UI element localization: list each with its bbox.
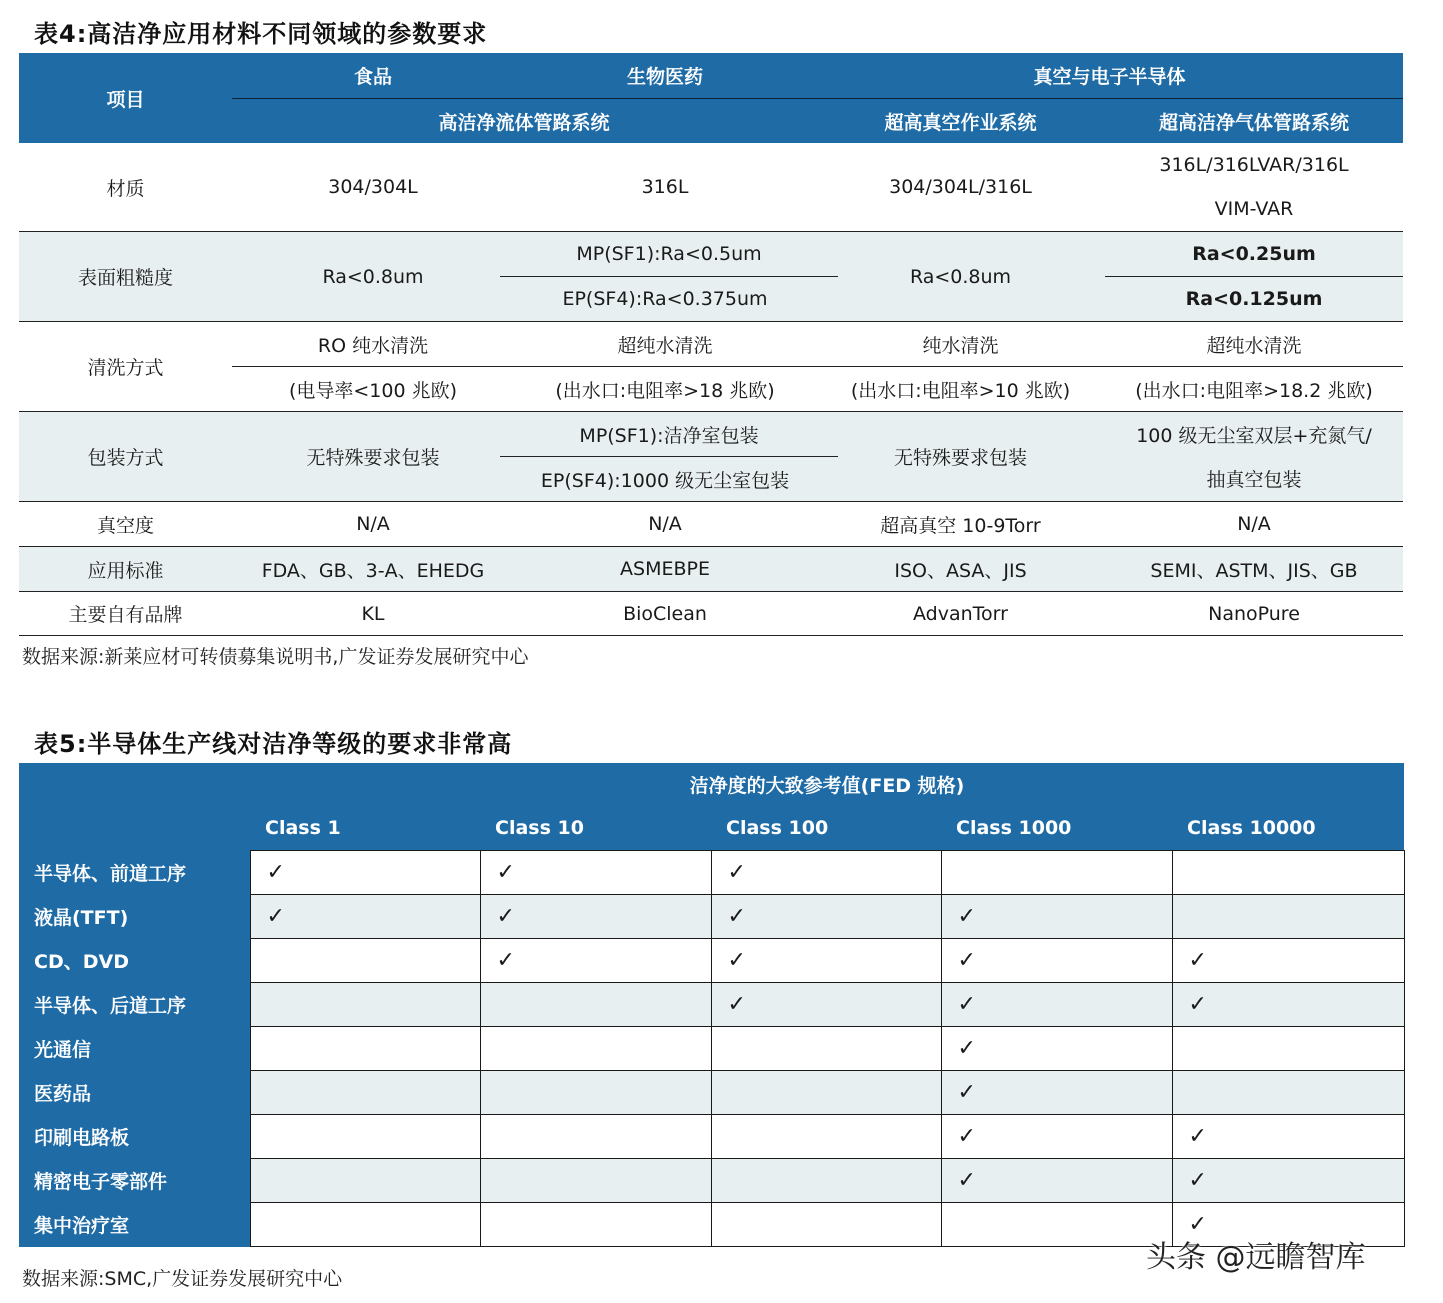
check-cell [941, 1027, 1172, 1071]
cell-gas-line1: 100 级无尘室双层+充氮气/ [1136, 424, 1372, 447]
row-label: 光通信 [19, 1027, 250, 1071]
checkmark-icon: ✓ [957, 992, 976, 1017]
cell-gas: SEMI、ASTM、JIS、GB [1105, 547, 1403, 592]
cell-food: N/A [232, 502, 514, 547]
check-cell [480, 1115, 711, 1159]
check-cell [250, 1203, 480, 1247]
check-cell [941, 851, 1172, 895]
check-cell [1172, 851, 1404, 895]
check-cell [1172, 1027, 1404, 1071]
check-cell [941, 983, 1172, 1027]
header-item: 项目 [19, 53, 232, 143]
cell-food-b: (电导率<100 兆欧) [288, 379, 458, 402]
check-cell [250, 983, 480, 1027]
row-standard [19, 547, 1403, 592]
watermark: 头条 @远瞻智库 [1146, 1240, 1366, 1275]
check-cell [711, 895, 941, 939]
row-label: 主要自有品牌 [19, 592, 232, 636]
check-cell [250, 1071, 480, 1115]
checkmark-icon: ✓ [266, 904, 285, 929]
row-label: CD、DVD [19, 939, 250, 983]
table5-source: 数据来源:SMC,广发证券发展研究中心 [22, 1268, 343, 1290]
table-row [19, 1071, 1404, 1115]
class-header: Class 10 [480, 806, 711, 851]
row-material [19, 143, 1403, 232]
checkmark-icon: ✓ [727, 948, 746, 973]
check-cell [941, 1203, 1172, 1247]
check-cell [480, 1027, 711, 1071]
cell-food: 无特殊要求包装 [232, 412, 514, 502]
cell-food: FDA、GB、3-A、EHEDG [232, 547, 514, 592]
row-label: 液晶(TFT) [19, 895, 250, 939]
checkmark-icon: ✓ [1188, 948, 1207, 973]
table-row [19, 851, 1404, 895]
cell-bio-a: MP(SF1):洁净室包装 [500, 412, 838, 457]
check-cell [941, 1159, 1172, 1203]
check-cell [250, 895, 480, 939]
check-cell [711, 1203, 941, 1247]
check-cell [941, 939, 1172, 983]
cell-bio-b: EP(SF4):1000 级无尘室包装 [540, 469, 790, 492]
check-cell [250, 851, 480, 895]
header-food: 食品 [232, 53, 514, 99]
check-cell [250, 1159, 480, 1203]
cell-bio-a: 超纯水清洗 [617, 334, 713, 357]
checkmark-icon: ✓ [957, 1124, 976, 1149]
cell-bio: N/A [514, 502, 816, 547]
check-cell [1172, 983, 1404, 1027]
cell-vac: Ra<0.8um [816, 232, 1105, 322]
check-cell [1172, 1071, 1404, 1115]
check-cell [480, 1203, 711, 1247]
checkmark-icon: ✓ [266, 860, 285, 885]
cell-vac: AdvanTorr [816, 592, 1105, 636]
cell-bio: ASMEBPE [514, 547, 816, 592]
cell-food: 304/304L [232, 143, 514, 232]
check-cell [1172, 939, 1404, 983]
table4 [19, 53, 1403, 636]
cell-gas-a: Ra<0.25um [1105, 232, 1403, 277]
checkmark-icon: ✓ [496, 860, 515, 885]
cell-bio [514, 412, 816, 502]
header-gas-system: 超高洁净气体管路系统 [1105, 99, 1403, 144]
table5 [19, 763, 1405, 1247]
cell-food: KL [232, 592, 514, 636]
header-uhv-system: 超高真空作业系统 [816, 99, 1105, 144]
row-label: 集中治疗室 [19, 1203, 250, 1247]
table-row [19, 983, 1404, 1027]
cell-vac: ISO、ASA、JIS [816, 547, 1105, 592]
cell-gas: N/A [1105, 502, 1403, 547]
row-label: 应用标准 [19, 547, 232, 592]
checkmark-icon: ✓ [1188, 1212, 1207, 1237]
row-vacuum [19, 502, 1403, 547]
checkmark-icon: ✓ [957, 1080, 976, 1105]
cell-vac-a: 纯水清洗 [922, 334, 999, 357]
checkmark-icon: ✓ [957, 948, 976, 973]
cell-vac-b: (出水口:电阻率>10 兆欧) [850, 379, 1071, 402]
row-label: 清洗方式 [19, 322, 232, 412]
cleaning-cells [232, 322, 1403, 412]
checkmark-icon: ✓ [1188, 1124, 1207, 1149]
corner-cell [19, 806, 250, 851]
check-cell [1172, 1115, 1404, 1159]
cell-bio-b: (出水口:电阻率>18 兆欧) [555, 379, 775, 402]
checkmark-icon: ✓ [727, 992, 746, 1017]
cell-gas-a: 超纯水清洗 [1206, 334, 1302, 357]
cell-food: Ra<0.8um [232, 232, 514, 322]
row-label: 半导体、后道工序 [19, 983, 250, 1027]
cell-bio-b: EP(SF4):Ra<0.375um [562, 288, 768, 310]
check-cell [711, 1027, 941, 1071]
cell-bio-a: MP(SF1):Ra<0.5um [500, 232, 838, 277]
checkmark-icon: ✓ [1188, 1168, 1207, 1193]
check-cell [480, 1071, 711, 1115]
check-cell [480, 1159, 711, 1203]
check-cell [711, 1159, 941, 1203]
cell-gas-line2: VIM-VAR [1214, 198, 1294, 220]
cell-gas-b: (出水口:电阻率>18.2 兆欧) [1135, 379, 1373, 402]
row-brand [19, 592, 1403, 636]
check-cell [480, 851, 711, 895]
check-cell [1172, 895, 1404, 939]
group-header: 洁净度的大致参考值(FED 规格) [250, 763, 1404, 806]
row-label: 印刷电路板 [19, 1115, 250, 1159]
table5-title: 表5:半导体生产线对洁净等级的要求非常高 [34, 730, 513, 758]
row-label: 真空度 [19, 502, 232, 547]
row-packaging [19, 412, 1403, 502]
row-label: 半导体、前道工序 [19, 851, 250, 895]
row-label: 表面粗糙度 [19, 232, 232, 322]
cell-gas-line1: 316L/316LVAR/316L [1159, 154, 1349, 176]
checkmark-icon: ✓ [957, 1036, 976, 1061]
class-header: Class 10000 [1172, 806, 1404, 851]
cell-gas [1105, 412, 1403, 502]
check-cell [250, 939, 480, 983]
check-cell [711, 939, 941, 983]
cell-gas: NanoPure [1105, 592, 1403, 636]
check-cell [941, 1115, 1172, 1159]
row-label: 医药品 [19, 1071, 250, 1115]
check-cell [480, 939, 711, 983]
table-row [19, 1027, 1404, 1071]
check-cell [941, 1071, 1172, 1115]
check-cell [250, 1027, 480, 1071]
cell-bio: BioClean [514, 592, 816, 636]
class-header: Class 100 [711, 806, 941, 851]
checkmark-icon: ✓ [1188, 992, 1207, 1017]
cell-food-a: RO 纯水清洗 [317, 334, 429, 357]
check-cell [250, 1115, 480, 1159]
check-cell [711, 1071, 941, 1115]
row-label: 包装方式 [19, 412, 232, 502]
cell-vac: 超高真空 10-9Torr [816, 502, 1105, 547]
checkmark-icon: ✓ [496, 904, 515, 929]
table4-source: 数据来源:新莱应材可转债募集说明书,广发证券发展研究中心 [22, 646, 529, 668]
checkmark-icon: ✓ [496, 948, 515, 973]
check-cell [1172, 1159, 1404, 1203]
cell-vac: 无特殊要求包装 [816, 412, 1105, 502]
row-label: 材质 [19, 143, 232, 232]
table-row [19, 1115, 1404, 1159]
check-cell [480, 895, 711, 939]
corner-cell [19, 763, 250, 806]
check-cell [711, 983, 941, 1027]
cell-bio: 316L [514, 143, 816, 232]
row-roughness [19, 232, 1403, 322]
header-bio: 生物医药 [514, 53, 816, 99]
row-label: 精密电子零部件 [19, 1159, 250, 1203]
table-row [19, 939, 1404, 983]
cell-gas-line2: 抽真空包装 [1206, 469, 1302, 492]
class-header: Class 1 [250, 806, 480, 851]
table-row [19, 895, 1404, 939]
check-cell [941, 895, 1172, 939]
table4-title: 表4:高洁净应用材料不同领域的参数要求 [34, 20, 488, 48]
row-cleaning [19, 322, 1403, 412]
cell-bio [514, 232, 816, 322]
cell-gas-b: Ra<0.125um [1185, 288, 1323, 310]
check-cell [711, 851, 941, 895]
checkmark-icon: ✓ [957, 904, 976, 929]
header-fluid-system: 高洁净流体管路系统 [232, 99, 816, 144]
cell-gas [1105, 232, 1403, 322]
check-cell [711, 1115, 941, 1159]
cell-vac: 304/304L/316L [816, 143, 1105, 232]
table-row [19, 1159, 1404, 1203]
cell-gas [1105, 143, 1403, 232]
checkmark-icon: ✓ [957, 1168, 976, 1193]
checkmark-icon: ✓ [727, 904, 746, 929]
header-vacuum-semi: 真空与电子半导体 [816, 53, 1403, 99]
check-cell [480, 983, 711, 1027]
class-header: Class 1000 [941, 806, 1172, 851]
checkmark-icon: ✓ [727, 860, 746, 885]
